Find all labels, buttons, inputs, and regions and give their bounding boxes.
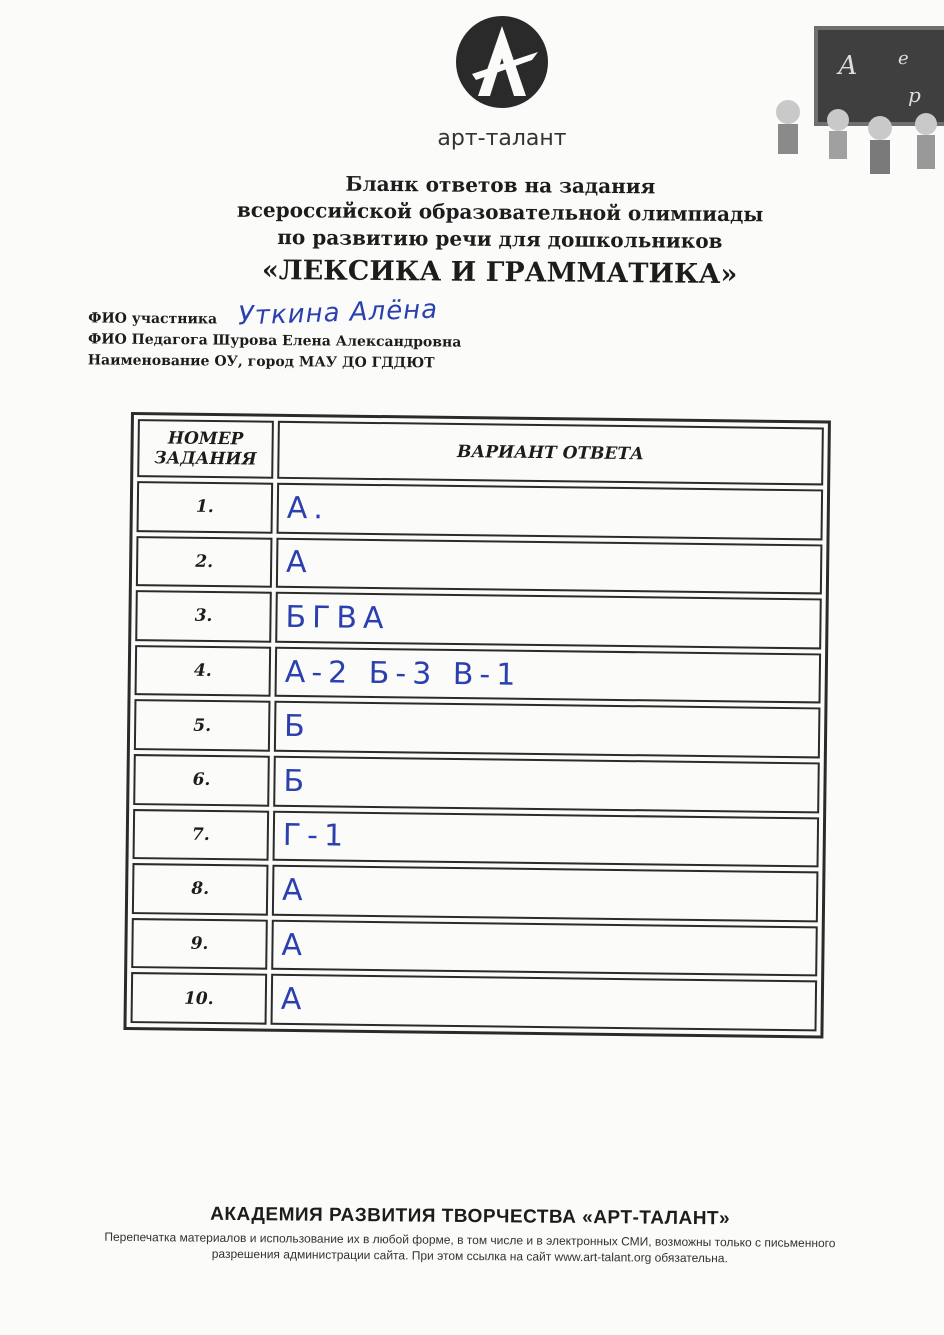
answer-value: Б <box>274 701 821 758</box>
task-number: 4. <box>135 645 272 697</box>
answer-value: А-2 Б-3 В-1 <box>275 647 822 704</box>
answer-value: Г-1 <box>273 810 820 867</box>
task-number: 2. <box>136 536 273 588</box>
answer-value: А <box>271 920 818 977</box>
title-line-4: «ЛЕКСИКА И ГРАММАТИКА» <box>261 254 738 291</box>
col-answer-header: ВАРИАНТ ОТВЕТА <box>277 421 824 486</box>
answers-table <box>123 412 830 1039</box>
table-row <box>133 754 820 813</box>
footer <box>90 1203 850 1268</box>
table-header-row <box>137 419 824 485</box>
task-number: 3. <box>135 590 272 642</box>
participant-value: Уткина Алёна <box>237 294 439 332</box>
footer-heading: АКАДЕМИЯ РАЗВИТИЯ ТВОРЧЕСТВА «АРТ-ТАЛАНТ» <box>210 1203 731 1230</box>
table-row <box>132 863 819 922</box>
title-line-1: Бланк ответов на задания <box>345 171 656 199</box>
task-number: 5. <box>134 699 271 751</box>
children-chalkboard-illustration <box>758 24 944 176</box>
task-number: 9. <box>131 918 268 970</box>
table-row <box>134 699 821 758</box>
teacher-label: ФИО Педагога <box>87 331 208 349</box>
title-line-3: по развитию речи для дошкольников <box>277 225 723 253</box>
answer-value: А <box>276 537 823 594</box>
table-row <box>135 645 822 704</box>
brand-name: арт-талант <box>437 126 567 151</box>
table-row <box>133 809 820 868</box>
teacher-value: Шурова Елена Александровна <box>212 332 462 351</box>
task-number: 6. <box>133 754 270 806</box>
answer-value: БГВА <box>275 592 822 649</box>
org-label: Наименование ОУ, город <box>87 352 295 371</box>
answer-value: Б <box>273 756 820 813</box>
title-line-2: всероссийской образовательной олимпиады <box>236 197 764 227</box>
table-row <box>137 481 824 540</box>
table-row <box>135 590 822 649</box>
table-row <box>131 972 818 1031</box>
answer-value: А <box>272 865 819 922</box>
task-number: 8. <box>132 863 269 915</box>
answers-table-wrap <box>123 412 830 1039</box>
table-row <box>131 918 818 977</box>
table-row <box>136 536 823 595</box>
col-num-header: НОМЕР ЗАДАНИЯ <box>137 419 274 479</box>
svg-text:р: р <box>908 83 921 107</box>
svg-text:е: е <box>898 48 909 69</box>
task-number: 1. <box>137 481 274 533</box>
org-value: МАУ ДО ГДДЮТ <box>298 354 435 372</box>
svg-text:А: А <box>838 51 858 81</box>
answer-value: А. <box>277 483 824 540</box>
art-talant-logo <box>452 12 552 112</box>
answer-value: А <box>271 974 818 1031</box>
task-number: 7. <box>133 809 270 861</box>
footer-text: Перепечатка материалов и использование их в любой форме, в том числе и в электронных СМИ, возможны только с письменного разрешения администрации сайта. При этом ссылка на сайт www.art-talant.org обязательна. <box>104 1229 836 1266</box>
task-number: 10. <box>131 972 268 1024</box>
participant-label: ФИО участника <box>88 310 218 328</box>
form-title <box>179 169 820 296</box>
